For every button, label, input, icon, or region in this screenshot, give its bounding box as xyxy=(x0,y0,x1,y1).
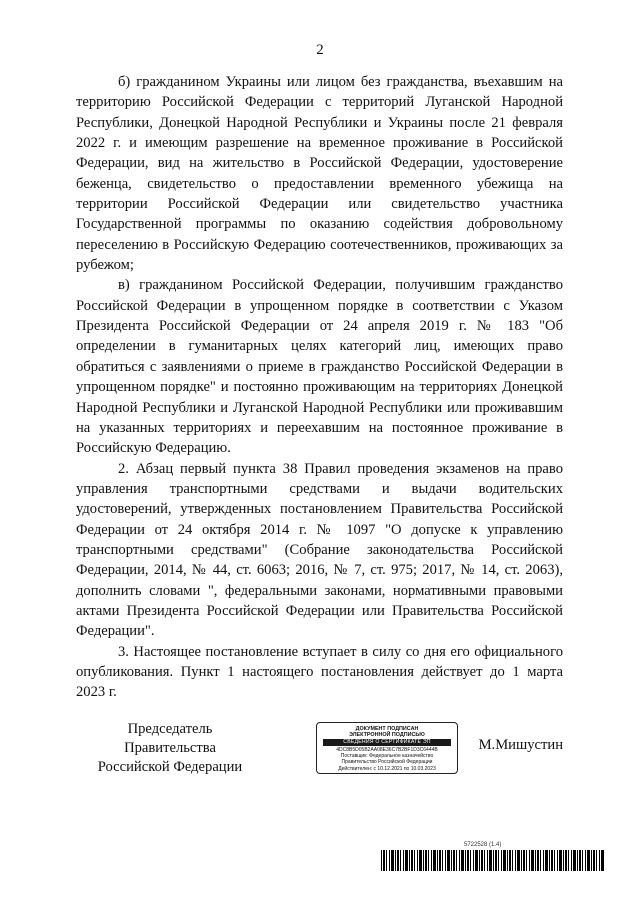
paragraph-b: б) гражданином Украины или лицом без гражданства, въехавшим на территорию Российской Федерации с территорий Луганской Народной Республики, Донецкой Народной Республики и Украины после 21 февраля 2022 г. и имеющим разрешение на временное проживание в Российской Федерации, вид на жительство в Российской Федерации, удостоверение беженца, свидетельство о предоставлении временного убежища на территории Российской Федерации или свидетельство участника Государственной программы по оказанию содействия добровольному переселению в Российскую Федерацию соотечественников, проживающих за рубежом; xyxy=(76,74,563,274)
document-body xyxy=(76,72,563,703)
stamp-line1: ДОКУМЕНТ ПОДПИСАН xyxy=(355,726,419,732)
electronic-signature-stamp xyxy=(316,722,458,774)
stamp-certificate-header: СВЕДЕНИЯ О СЕРТИФИКАТЕ ЭП xyxy=(323,739,451,746)
stamp-validity: Действителен: с 10.12.2021 по 10.03.2023 xyxy=(338,765,436,772)
stamp-line2: ЭЛЕКТРОННОЙ ПОДПИСЬЮ xyxy=(349,732,425,738)
paragraph-item-2: 2. Абзац первый пункта 38 Правил проведения экзаменов на право управления транспортными средствами и выдачи водительских удостоверений, утвержденных постановлением Правительства Российской Федерации от 24 октября 2014 г. № 1097 "О допуске к управлению транспортными средствами" (Собрание законодательства Российской Федерации, 2014, № 44, ст. 6063; 2016, № 7, ст. 975; 2017, № 14, ст. 2063), дополнить словами ", федеральными законами, нормативными правовыми актами Президента Российской Федерации или Правительства Российской Федерации". xyxy=(76,460,563,640)
signatory-title-line2: Российской Федерации xyxy=(97,759,243,775)
signature-block xyxy=(76,720,563,780)
stamp-owner-value: Правительство Российской Федерации xyxy=(341,759,433,766)
barcode-number: 5722528 (1.4) xyxy=(464,842,502,848)
stamp-certificate-id: 4DC8B5D05B2AA08E36C7B2BF1D3C6444B xyxy=(336,747,438,753)
paragraph-v: в) гражданином Российской Федерации, получившим гражданство Российской Федерации в упрощенном порядке в соответствии с Указом Президента Российской Федерации от 24 апреля 2019 г. № 183 "Об определении в гуманитарных целях категорий лиц, имеющих право обратиться с заявлениями о приеме в гражданство Российской Федерации в упрощенном порядке" и постоянно проживающим на территориях Донецкой Народной Республики и Луганской Народной Республики или проживавшим на указанных территориях и переехавшим на постоянное проживание в Российскую Федерацию. xyxy=(76,277,563,457)
signatory-title-line1: Председатель Правительства xyxy=(124,721,216,756)
barcode xyxy=(381,850,605,871)
stamp-owner-label: Поставщик: Федеральное казначейство xyxy=(340,753,434,760)
paragraph-item-3: 3. Настоящее постановление вступает в силу со дня его официального опубликования. Пункт 1 настоящего постановления действует до 1 марта 2023 г. xyxy=(76,643,563,701)
signatory-title xyxy=(80,720,260,777)
page-number: 2 xyxy=(316,42,324,58)
signatory-name: М.Мишустин xyxy=(478,737,563,753)
